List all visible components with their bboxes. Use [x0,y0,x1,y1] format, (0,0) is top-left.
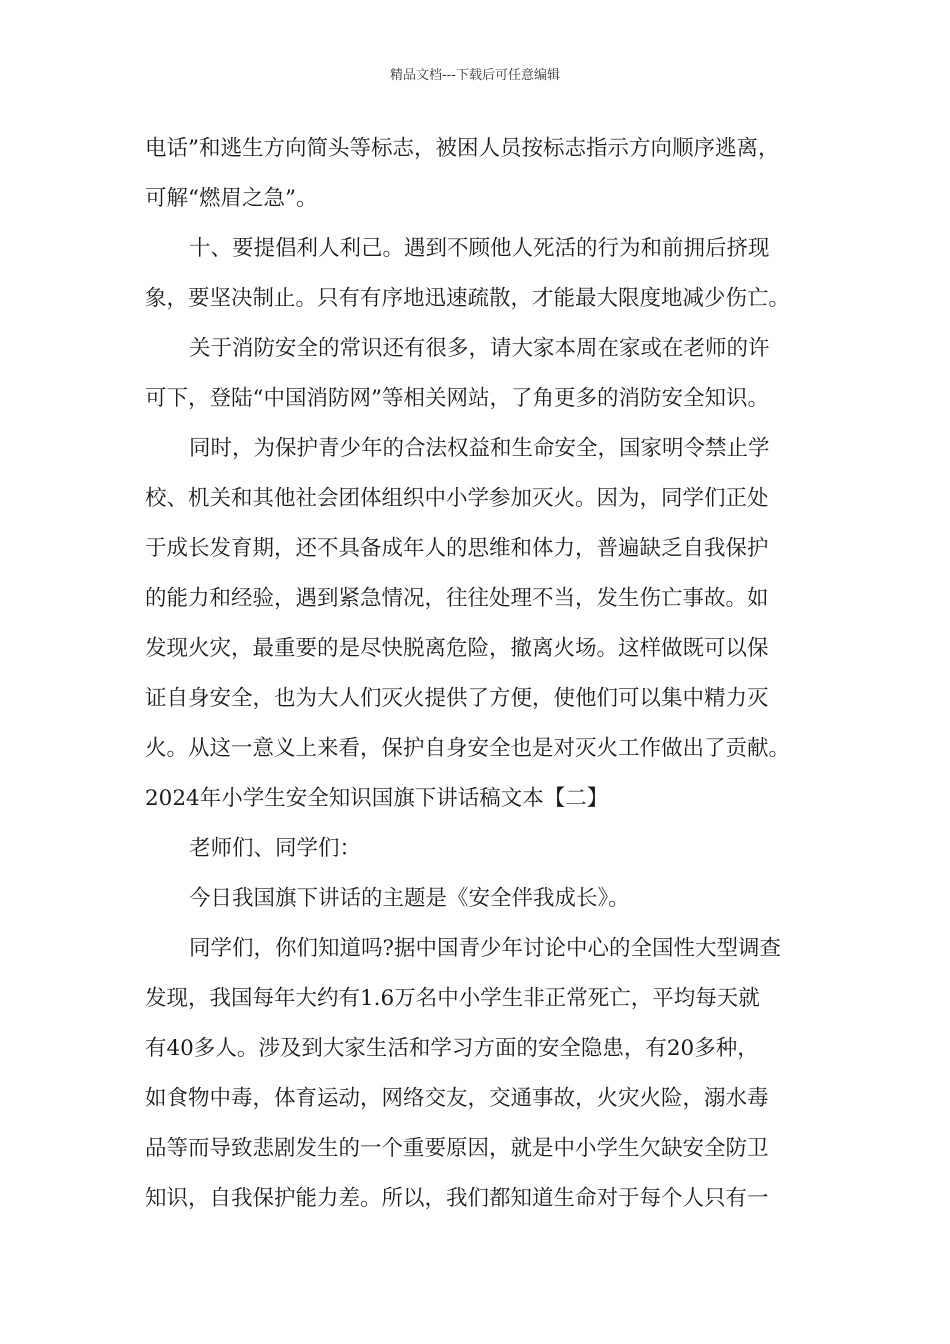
text-line: 象，要坚决制止。只有有序地迅速疏散，才能最大限度地减少伤亡。 [145,286,791,311]
document-body [145,124,810,1224]
text-line: 电话”和逃生方向简头等标志，被困人员按标志指示方向顺序逃离， [145,136,780,161]
text-line: 老师们、同学们： [189,836,362,861]
text-line: 于成长发育期，还不具备成年人的思维和体力，普遍缺乏自我保护 [145,536,769,561]
text-line: 有40多人。涉及到大家生活和学习方面的安全隐患，有20多种， [145,1036,759,1061]
text-line: 可解“燃眉之急”。 [145,186,318,211]
text-line: 今日我国旗下讲话的主题是《安全伴我成长》。 [189,886,630,911]
text-line: 知识，自我保护能力差。所以，我们都知道生命对于每个人只有一 [145,1186,769,1211]
text-line: 如食物中毒，体育运动，网络交友，交通事故，火灾火险，溺水毒 [145,1086,769,1111]
page-header: 精品文档---下载后可任意编辑 [389,68,561,83]
text-line: 发现火灾，最重要的是尽快脱离危险，撤离火场。这样做既可以保 [145,636,769,661]
text-line: 关于消防安全的常识还有很多，请大家本周在家或在老师的许 [189,336,770,361]
text-line: 品等而导致悲剧发生的一个重要原因，就是中小学生欠缺安全防卫 [145,1136,769,1161]
section-heading: 2024年小学生安全知识国旗下讲话稿文本【二】 [145,786,609,811]
text-line: 可下，登陆“中国消防网”等相关网站，了角更多的消防安全知识。 [145,386,769,411]
text-line: 火。从这一意义上来看，保护自身安全也是对灭火工作做出了贡献。 [145,736,791,761]
text-line: 证自身安全，也为大人们灭火提供了方便，使他们可以集中精力灭 [145,686,769,711]
text-line: 的能力和经验，遇到紧急情况，往往处理不当，发生伤亡事故。如 [145,586,769,611]
text-line: 同学们，你们知道吗?据中国青少年讨论中心的全国性大型调查 [189,936,782,961]
text-line: 发现，我国每年大约有1.6万名中小学生非正常死亡，平均每天就 [145,986,760,1011]
text-line: 十、要提倡利人利己。遇到不顾他人死活的行为和前拥后挤现 [189,236,770,261]
text-line: 校、机关和其他社会团体组织中小学参加灭火。因为，同学们正处 [145,486,769,511]
text-line: 同时，为保护青少年的合法权益和生命安全，国家明令禁止学 [189,436,770,461]
